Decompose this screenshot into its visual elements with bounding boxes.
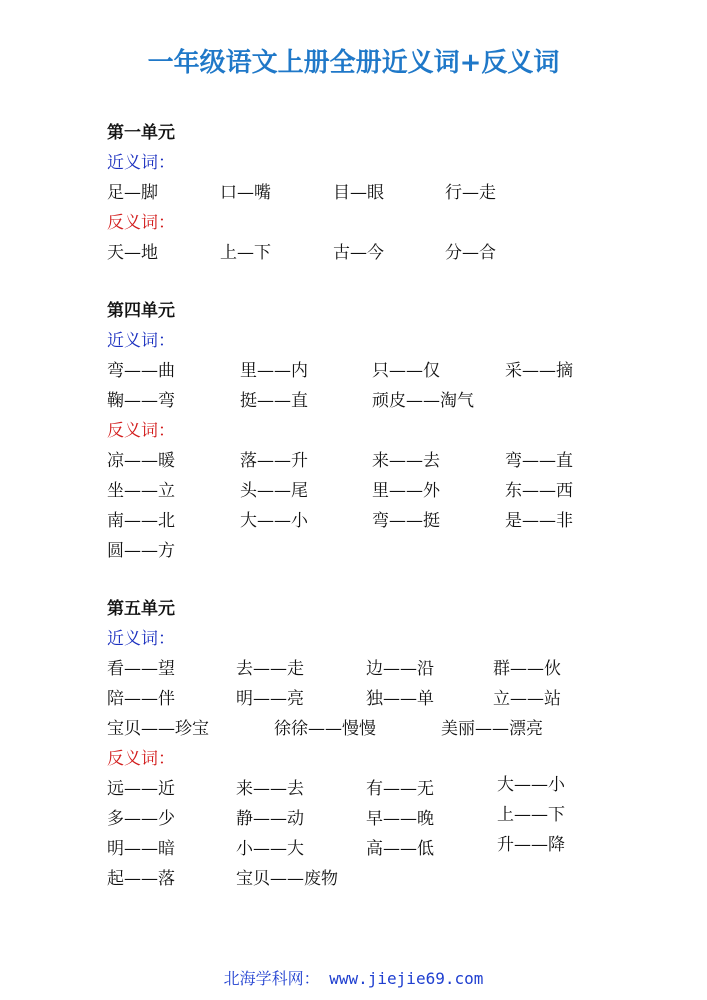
antonym-pair: 弯——挺 <box>372 511 440 531</box>
antonym-pair: 古—今 <box>333 243 384 263</box>
synonym-pair: 顽皮——淘气 <box>372 391 474 411</box>
page-title: 一年级语文上册全册近义词+反义词 <box>147 48 560 78</box>
synonym-pair: 口—嘴 <box>220 183 271 203</box>
antonym-pair: 多——少 <box>107 809 175 829</box>
antonym-label: 反义词： <box>107 749 175 769</box>
synonym-pair: 立——站 <box>493 689 561 709</box>
synonym-label: 近义词： <box>107 331 175 351</box>
synonym-pair: 边——沿 <box>366 659 434 679</box>
synonym-pair: 去——走 <box>236 659 304 679</box>
antonym-pair: 宝贝——废物 <box>236 869 338 889</box>
antonym-pair: 大——小 <box>240 511 308 531</box>
antonym-label: 反义词： <box>107 213 175 233</box>
antonym-pair: 上——下 <box>497 805 565 825</box>
synonym-pair: 里——内 <box>240 361 308 381</box>
synonym-pair: 行—走 <box>445 183 496 203</box>
antonym-pair: 上—下 <box>220 243 271 263</box>
synonym-pair: 看——望 <box>107 659 175 679</box>
antonym-pair: 升——降 <box>497 835 565 855</box>
synonym-label: 近义词： <box>107 153 175 173</box>
antonym-pair: 坐——立 <box>107 481 175 501</box>
antonym-pair: 天—地 <box>107 243 158 263</box>
antonym-pair: 圆——方 <box>107 541 175 561</box>
synonym-pair: 宝贝——珍宝 <box>107 719 209 739</box>
synonym-pair: 弯——曲 <box>107 361 175 381</box>
antonym-pair: 远——近 <box>107 779 175 799</box>
antonym-pair: 起——落 <box>107 869 175 889</box>
synonym-pair: 鞠——弯 <box>107 391 175 411</box>
synonym-pair: 采——摘 <box>505 361 573 381</box>
antonym-pair: 落——升 <box>240 451 308 471</box>
synonym-pair: 群——伙 <box>493 659 561 679</box>
synonym-pair: 挺——直 <box>240 391 308 411</box>
synonym-label: 近义词： <box>107 629 175 649</box>
antonym-pair: 明——暗 <box>107 839 175 859</box>
antonym-pair: 凉——暖 <box>107 451 175 471</box>
antonym-pair: 小——大 <box>236 839 304 859</box>
footer-watermark: 北海学科网： www.jiejie69.com <box>223 969 484 988</box>
antonym-pair: 东——西 <box>505 481 573 501</box>
antonym-pair: 有——无 <box>366 779 434 799</box>
antonym-pair: 大——小 <box>497 775 565 795</box>
synonym-pair: 目—眼 <box>333 183 384 203</box>
antonym-pair: 分—合 <box>445 243 496 263</box>
antonym-pair: 来——去 <box>236 779 304 799</box>
antonym-pair: 南——北 <box>107 511 175 531</box>
antonym-pair: 静——动 <box>236 809 304 829</box>
antonym-pair: 里——外 <box>372 481 440 501</box>
antonym-label: 反义词： <box>107 421 175 441</box>
synonym-pair: 明——亮 <box>236 689 304 709</box>
synonym-pair: 只——仅 <box>372 361 440 381</box>
antonym-pair: 头——尾 <box>240 481 308 501</box>
unit-heading: 第五单元 <box>107 599 175 619</box>
antonym-pair: 来——去 <box>372 451 440 471</box>
synonym-pair: 美丽——漂亮 <box>441 719 543 739</box>
synonym-pair: 陪——伴 <box>107 689 175 709</box>
antonym-pair: 弯——直 <box>505 451 573 471</box>
antonym-pair: 高——低 <box>366 839 434 859</box>
synonym-pair: 徐徐——慢慢 <box>274 719 376 739</box>
unit-heading: 第一单元 <box>107 123 175 143</box>
synonym-pair: 足—脚 <box>107 183 158 203</box>
synonym-pair: 独——单 <box>366 689 434 709</box>
antonym-pair: 早——晚 <box>366 809 434 829</box>
unit-heading: 第四单元 <box>107 301 175 321</box>
antonym-pair: 是——非 <box>505 511 573 531</box>
